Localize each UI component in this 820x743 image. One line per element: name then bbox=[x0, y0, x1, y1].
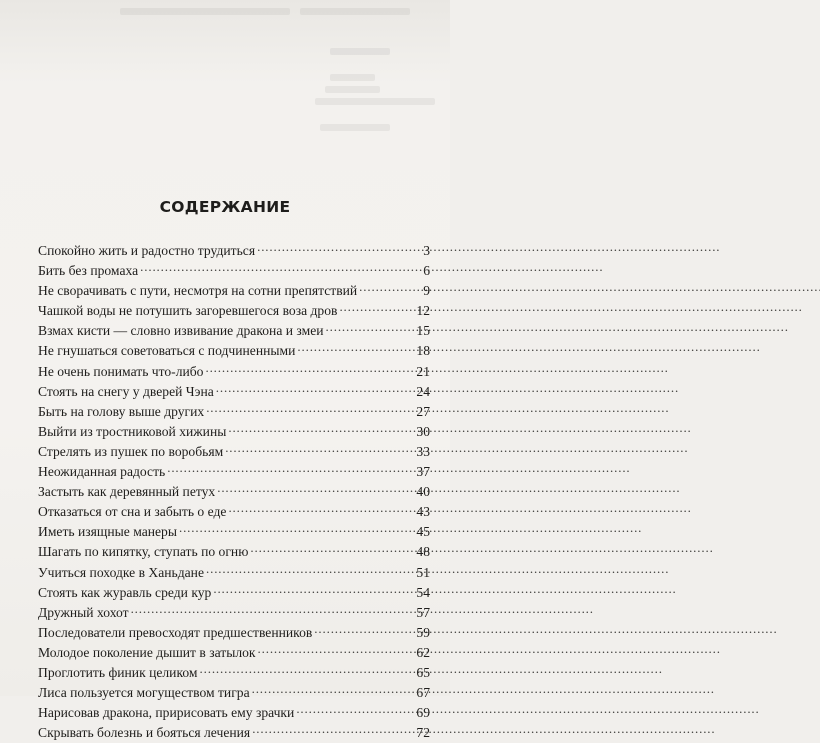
toc-entry-page-number: 45 bbox=[416, 524, 430, 540]
toc-entry-page-number: 65 bbox=[416, 664, 430, 680]
toc-entry-title: Учиться походке в Ханьдане bbox=[38, 564, 204, 580]
toc-entry-page-number: 12 bbox=[416, 303, 430, 319]
toc-entry-title: Взмах кисти — словно извивание дракона и змеи bbox=[38, 323, 324, 339]
toc-leader-dots bbox=[225, 442, 412, 456]
toc-entry-page-number: 37 bbox=[416, 464, 430, 480]
toc-entry-title: Отказаться от сна и забыть о еде bbox=[38, 504, 227, 520]
toc-leader-dots bbox=[339, 301, 412, 315]
toc-entry-title: Дружный хохот bbox=[38, 604, 129, 620]
toc-entry-title: Не гнушаться советоваться с подчиненными bbox=[38, 343, 296, 359]
toc-entry-title: Молодое поколение дышит в затылок bbox=[38, 644, 256, 660]
toc-leader-dots bbox=[206, 563, 412, 577]
toc-leader-dots bbox=[314, 623, 412, 637]
show-through-texture bbox=[0, 0, 450, 160]
toc-leader-dots bbox=[258, 643, 412, 657]
toc-entry-title: Шагать по кипятку, ступать по огню bbox=[38, 544, 249, 560]
toc-entry-page-number: 59 bbox=[416, 624, 430, 640]
toc-leader-dots bbox=[200, 663, 412, 677]
toc-entry-page-number: 24 bbox=[416, 383, 430, 399]
toc-entry bbox=[38, 723, 430, 743]
toc-entry-page-number: 30 bbox=[416, 423, 430, 439]
toc-entry-page-number: 48 bbox=[416, 544, 430, 560]
toc-entry-page-number: 62 bbox=[416, 644, 430, 660]
toc-entry-title: Последователи превосходят предшественников bbox=[38, 624, 313, 640]
toc-entry-title: Стоять на снегу у дверей Чэна bbox=[38, 383, 214, 399]
toc-entry-page-number: 3 bbox=[423, 243, 430, 258]
toc-entry-title: Стрелять из пушек по воробьям bbox=[38, 443, 224, 459]
toc-leader-dots bbox=[359, 281, 412, 295]
toc-leader-dots bbox=[252, 723, 412, 737]
toc-leader-dots bbox=[179, 522, 412, 536]
toc-leader-dots bbox=[228, 502, 412, 516]
toc-entry-page-number: 27 bbox=[416, 403, 430, 419]
toc-entry-title: Спокойно жить и радостно трудиться bbox=[38, 243, 256, 258]
toc-entry-page-number: 43 bbox=[416, 504, 430, 520]
toc-leader-dots bbox=[131, 603, 412, 617]
toc-entry-page-number: 57 bbox=[416, 604, 430, 620]
toc-entry-page-number: 18 bbox=[416, 343, 430, 359]
toc-entry-page-number: 6 bbox=[423, 263, 430, 279]
toc-entry-page-number: 69 bbox=[416, 705, 430, 721]
toc-entry-page-number: 33 bbox=[416, 443, 430, 459]
toc-leader-dots bbox=[205, 362, 412, 376]
toc-entry-page-number: 67 bbox=[416, 685, 430, 701]
toc-entry-title: Не очень понимать что-либо bbox=[38, 363, 204, 379]
toc-entry-page-number: 51 bbox=[416, 564, 430, 580]
toc-entry-title: Застыть как деревянный петух bbox=[38, 484, 216, 500]
toc-entry-page-number: 72 bbox=[416, 725, 430, 741]
toc-entry-title: Бить без промаха bbox=[38, 263, 139, 279]
toc-leader-dots bbox=[228, 422, 412, 436]
toc-entry-page-number: 9 bbox=[423, 283, 430, 299]
toc-entry-page-number: 21 bbox=[416, 363, 430, 379]
toc-entry-title: Не сворачивать с пути, несмотря на сотни препятствий bbox=[38, 283, 358, 299]
toc-leader-dots bbox=[140, 261, 412, 275]
toc-leader-dots bbox=[326, 321, 412, 335]
toc-entry-title: Быть на голову выше других bbox=[38, 403, 205, 419]
toc-leader-dots bbox=[296, 703, 412, 717]
toc-leader-dots bbox=[297, 341, 412, 355]
toc-leader-dots bbox=[216, 382, 412, 396]
toc-entry-title: Скрывать болезнь и бояться лечения bbox=[38, 725, 251, 741]
toc-entry-title: Выйти из тростниковой хижины bbox=[38, 423, 227, 439]
toc-leader-dots bbox=[250, 542, 412, 556]
toc-entry-page-number: 40 bbox=[416, 484, 430, 500]
toc-entry-title: Иметь изящные манеры bbox=[38, 524, 177, 540]
toc-entry-title: Лиса пользуется могуществом тигра bbox=[38, 685, 250, 701]
toc-leader-dots bbox=[213, 583, 412, 597]
toc-entry-page-number: 54 bbox=[416, 584, 430, 600]
toc-leader-dots bbox=[252, 683, 412, 697]
toc-leader-dots bbox=[217, 482, 412, 496]
toc-entry-title: Неожиданная радость bbox=[38, 464, 166, 480]
table-of-contents bbox=[38, 241, 430, 743]
toc-entry-title: Чашкой воды не потушить загоревшегося воза дров bbox=[38, 303, 338, 319]
toc-leader-dots bbox=[257, 241, 412, 255]
page-title: СОДЕРЖАНИЕ bbox=[159, 198, 291, 216]
toc-entry-title: Нарисовав дракона, пририсовать ему зрачки bbox=[38, 705, 295, 721]
toc-entry-title: Стоять как журавль среди кур bbox=[38, 584, 212, 600]
toc-leader-dots bbox=[167, 462, 412, 476]
toc-leader-dots bbox=[206, 402, 412, 416]
toc-entry-page-number: 15 bbox=[416, 323, 430, 339]
toc-entry-title: Проглотить финик целиком bbox=[38, 664, 198, 680]
